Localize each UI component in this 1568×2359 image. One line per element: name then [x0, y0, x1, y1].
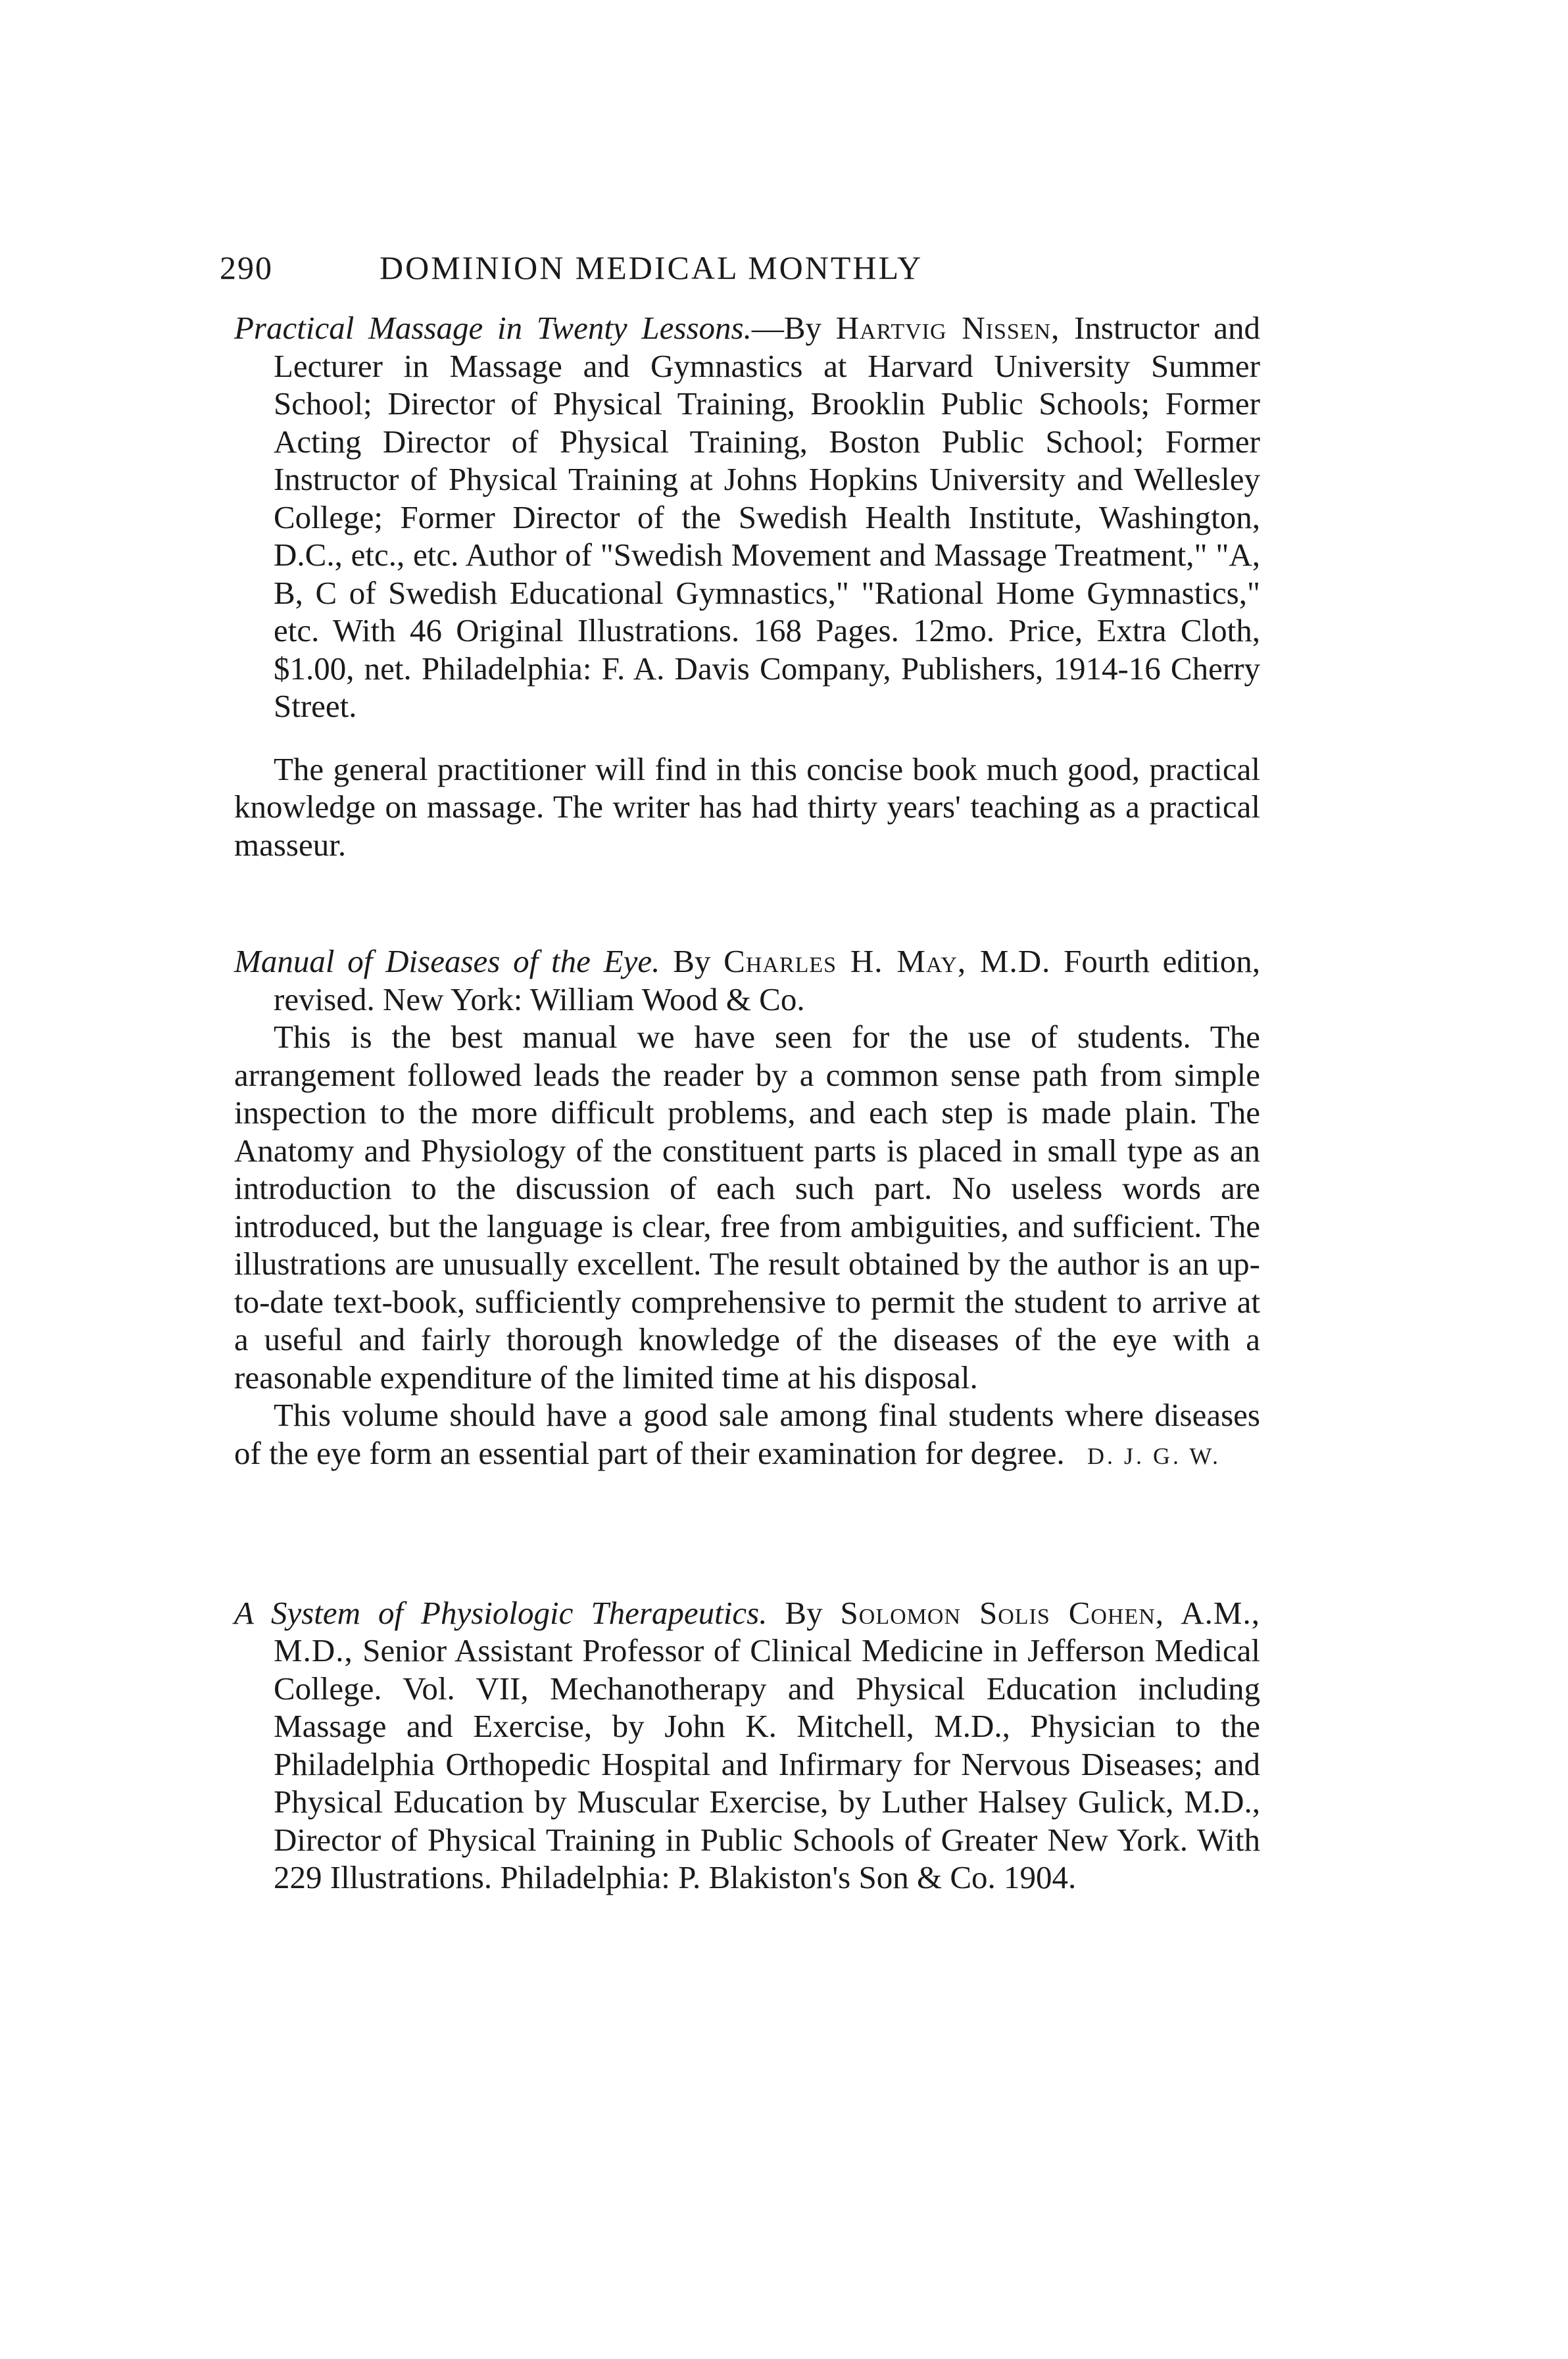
book-author: Hartvig Nissen, [835, 310, 1060, 346]
page-number: 290 [220, 249, 273, 286]
review-practical-massage [234, 309, 1260, 863]
book-title: Manual of Diseases of the Eye. [234, 943, 660, 979]
citation-details: Senior Assistant Professor of Clinical Medicine in Jefferson Medical College. Vol. VII, Mechanotherapy and Physical Education including Massage and Exercise, by John K. Mitchell, M.D., Physician to the Philadelphia Orthopedic Hospital and Infirmary for Nervous Diseases; and Physical Education by Muscular Exercise, by Luther Halsey Gulick, M.D., Director of Physical Training in Public Schools of Greater New York. With 229 Illustrations. Philadelphia: P. Blakiston's Son & Co. 1904. [274, 1632, 1260, 1895]
reviews-column [234, 309, 1260, 1897]
book-author: Charles H. May, M.D. [723, 943, 1051, 979]
review-body: The general practitioner will find in this concise book much good, practical knowledge on massage. The writer has had thirty years' teaching as a practical masseur. [234, 750, 1260, 863]
review-physiologic-therapeutics [234, 1594, 1260, 1897]
citation-by: By [767, 1594, 841, 1631]
journal-title: DOMINION MEDICAL MONTHLY [380, 249, 923, 286]
citation-by: By [660, 943, 724, 979]
book-title: Practical Massage in Twenty Lessons. [234, 310, 752, 346]
review-body: This is the best manual we have seen for the use of students. The arrangement followed leads the reader by a common sense path from simple inspection to the more difficult problems, and each step is made plain. The Anatomy and Physiology of the constituent parts is placed in small type as an introduction to the discussion of each such part. No useless words are introduced, but the language is clear, free from ambiguities, and sufficient. The illustrations are unusually excellent. The result obtained by the author is an up-to-date text-book, sufficiently comprehensive to permit the student to arrive at a useful and fairly thorough knowledge of the diseases of the eye with a reasonable expenditure of the limited time at his disposal. [234, 1019, 1260, 1396]
citation-details: Fourth edition, revised. New York: William Wood & Co. [274, 943, 1260, 1017]
citation-details: Instructor and Lecturer in Massage and Gymnastics at Harvard University Summer School; Director of Physical Training, Brooklin Public Schools; Former Acting Director of Physical Training, Boston Public School; Former Instructor of Physical Training at Johns Hopkins University and Wellesley College; Former Director of the Swedish Health Institute, Washington, D.C., etc., etc. Author of "Swedish Movement and Massage Treatment," "A, B, C of Swedish Educational Gymnastics," "Rational Home Gymnastics," etc. With 46 Original Illustrations. 168 Pages. 12mo. Price, Extra Cloth, $1.00, net. Philadelphia: F. A. Davis Company, Publishers, 1914-16 Cherry Street. [274, 310, 1261, 724]
review-body-closing: This volume should have a good sale among final students where diseases of the eye form an essential part of their examination for degree. [234, 1397, 1260, 1471]
review-citation [234, 942, 1260, 1018]
review-citation [234, 309, 1260, 725]
book-author: Solomon Solis Cohen, A.M., M.D., [274, 1594, 1260, 1668]
review-diseases-of-eye [234, 942, 1260, 1476]
citation-dash: —By [751, 310, 836, 346]
review-citation [234, 1594, 1260, 1897]
running-head [220, 245, 1259, 291]
reviewer-initials: D. J. G. W. [1087, 1443, 1221, 1469]
book-title: A System of Physiologic Therapeutics. [234, 1594, 768, 1631]
